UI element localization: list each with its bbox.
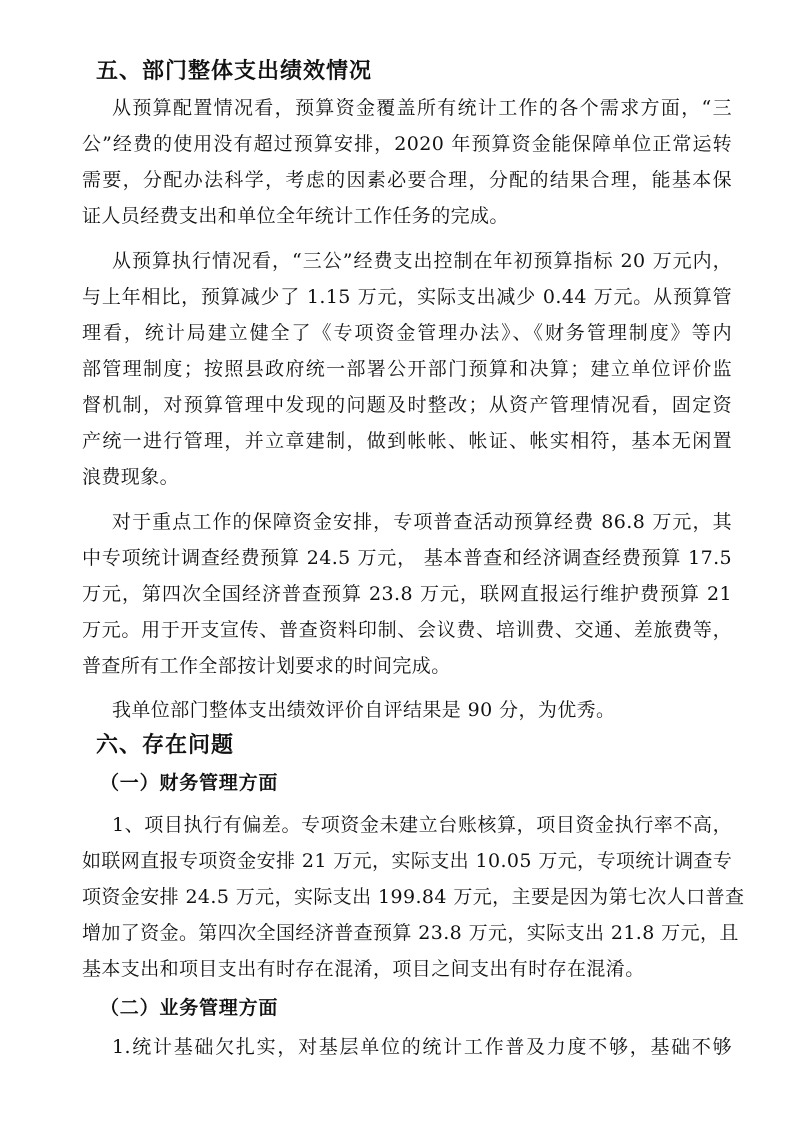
paragraph-line: 从预算执行情况看，“三公”经费支出控制在年初预算指标 20 万元内，	[112, 250, 732, 272]
paragraph-line: 督机制，对预算管理中发现的问题及时整改；从资产管理情况看，固定资	[82, 394, 732, 416]
paragraph-line: 证人员经费支出和单位全年统计工作任务的完成。	[82, 205, 509, 227]
subsection-2-heading: （二）业务管理方面	[100, 997, 279, 1019]
paragraph-line: 如联网直报专项资金安排 21 万元，实际支出 10.05 万元，专项统计调查专	[82, 850, 733, 872]
paragraph-line: 项资金安排 24.5 万元，实际支出 199.84 万元，主要是因为第七次人口普查	[82, 886, 745, 908]
paragraph-line: 与上年相比，预算减少了 1.15 万元，实际支出减少 0.44 万元。从预算管	[82, 286, 732, 308]
paragraph-line: 从预算配置情况看，预算资金覆盖所有统计工作的各个需求方面，“三	[112, 97, 732, 119]
paragraph-line: 中专项统计调查经费预算 24.5 万元， 基本普查和经济调查经费预算 17.5	[82, 547, 732, 569]
paragraph-line: 需要，分配办法科学，考虑的因素必要合理，分配的结果合理，能基本保	[82, 169, 732, 191]
paragraph-line: 公”经费的使用没有超过预算安排，2020 年预算资金能保障单位正常运转	[82, 133, 732, 155]
paragraph-line: 万元。用于开支宣传、普查资料印制、会议费、培训费、交通、差旅费等，	[82, 619, 732, 641]
subsection-1-heading: （一）财务管理方面	[100, 772, 279, 794]
paragraph-line: 普查所有工作全部按计划要求的时间完成。	[82, 655, 451, 677]
paragraph-line: 部管理制度；按照县政府统一部署公开部门预算和决算；建立单位评价监	[82, 358, 732, 380]
paragraph-line: 基本支出和项目支出有时存在混淆，项目之间支出有时存在混淆。	[82, 958, 645, 980]
paragraph-line: 产统一进行管理，并立章建制，做到帐帐、帐证、帐实相符，基本无闲置	[82, 430, 732, 452]
paragraph-line: 浪费现象。	[82, 466, 180, 488]
paragraph-line: 1、项目执行有偏差。专项资金未建立台账核算，项目资金执行率不高，	[112, 814, 732, 836]
paragraph-line: 对于重点工作的保障资金安排，专项普查活动预算经费 86.8 万元，其	[112, 511, 732, 533]
paragraph-line: 我单位部门整体支出绩效评价自评结果是 90 分，为优秀。	[112, 699, 616, 721]
section-6-heading: 六、存在问题	[96, 733, 235, 758]
paragraph-line: 1.统计基础欠扎实，对基层单位的统计工作普及力度不够，基础不够	[112, 1036, 732, 1058]
section-5-heading: 五、部门整体支出绩效情况	[96, 59, 373, 84]
paragraph-line: 增加了资金。第四次全国经济普查预算 23.8 万元，实际支出 21.8 万元，且	[82, 922, 739, 944]
paragraph-line: 理看，统计局建立健全了《专项资金管理办法》、《财务管理制度》等内	[82, 322, 732, 344]
paragraph-line: 万元，第四次全国经济普查预算 23.8 万元，联网直报运行维护费预算 21	[82, 583, 732, 605]
